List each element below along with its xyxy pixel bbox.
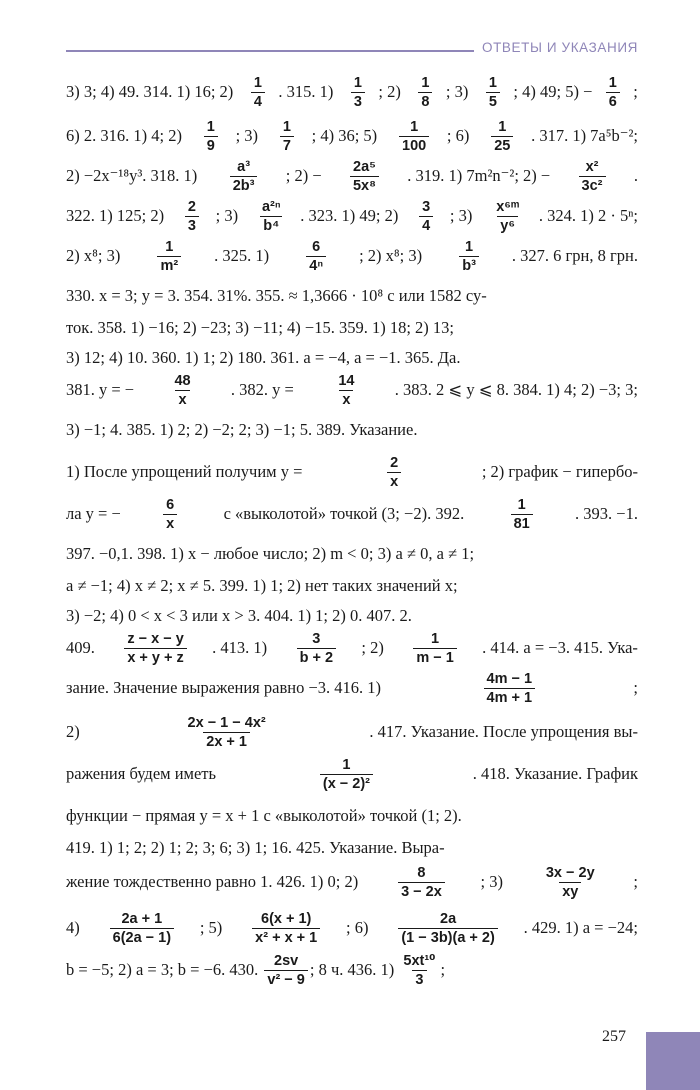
fraction-denominator: 3 — [185, 216, 199, 235]
text-segment: . 418. Указание. График — [472, 764, 638, 783]
text-segment: ; 6) — [446, 126, 474, 145]
fraction — [110, 910, 174, 947]
fraction — [157, 238, 181, 275]
fraction — [259, 198, 284, 235]
answer-line — [66, 412, 638, 448]
fraction — [185, 198, 199, 235]
fraction-denominator: 6(2a − 1) — [110, 928, 174, 947]
fraction-numerator: z − x − y — [127, 630, 184, 647]
fraction-numerator: 3x − 2y — [545, 864, 595, 881]
fraction-denominator: m² — [157, 256, 181, 275]
fraction — [171, 372, 193, 409]
fraction-denominator: 3 — [351, 92, 365, 111]
fraction — [306, 238, 326, 275]
fraction — [400, 952, 438, 989]
text-segment: . 429. 1) a = −24; — [523, 918, 638, 937]
section-title: ОТВЕТЫ И УКАЗАНИЯ — [481, 40, 638, 55]
text-segment: ражения будем иметь — [66, 764, 221, 783]
answer-line — [66, 798, 638, 834]
text-segment: ; — [633, 678, 638, 697]
text-segment: 409. — [66, 638, 99, 657]
text-segment: 330. x = 3; y = 3. 354. 31%. 355. ≈ 1,3666 · 10⁸ с или 1582 су- — [66, 286, 487, 305]
text-segment: зание. Значение выражения равно −3. 416. 1) — [66, 678, 386, 697]
fraction-denominator: x² + x + 1 — [252, 928, 320, 947]
fraction-numerator: 1 — [410, 118, 419, 135]
fraction — [230, 158, 258, 195]
fraction-denominator: 7 — [280, 136, 294, 155]
fraction — [204, 118, 218, 155]
fraction-denominator: v² − 9 — [264, 970, 307, 989]
fraction-numerator: 1 — [608, 74, 617, 91]
fraction-denominator: xy — [559, 882, 581, 901]
answer-line — [66, 238, 638, 274]
fraction-denominator: (x − 2)² — [320, 774, 373, 793]
fraction — [350, 158, 379, 195]
text-segment: 381. y = − — [66, 380, 135, 399]
fraction — [511, 496, 533, 533]
text-segment: 4) — [66, 918, 84, 937]
fraction-numerator: 1 — [206, 118, 215, 135]
fraction — [398, 910, 497, 947]
fraction-numerator: 1 — [421, 74, 430, 91]
fraction — [185, 714, 269, 751]
text-segment: ; 6) — [346, 918, 373, 937]
page-corner-tab — [646, 1032, 700, 1090]
fraction — [398, 864, 445, 901]
fraction-denominator: 81 — [511, 514, 533, 533]
text-segment: . 383. 2 ⩽ y ⩽ 8. 384. 1) 4; 2) −3; 3; — [394, 380, 638, 399]
page-number: 257 — [602, 1028, 626, 1045]
text-segment: . 315. 1) — [278, 82, 338, 101]
fraction-numerator: 1 — [342, 756, 351, 773]
text-segment: 3) −2; 4) 0 < x < 3 или x > 3. 404. 1) 1; 2) 0. 407. 2. — [66, 606, 412, 625]
fraction — [297, 630, 336, 667]
fraction-numerator: 2sv — [274, 952, 299, 969]
text-segment: . 323. 1) 49; 2) — [300, 206, 403, 225]
fraction — [579, 158, 606, 195]
text-segment: . 417. Указание. После упрощения вы- — [369, 722, 638, 741]
fraction-numerator: 4m − 1 — [486, 670, 533, 687]
fraction-denominator: 4m + 1 — [484, 688, 536, 707]
answer-line — [66, 372, 638, 408]
fraction — [163, 496, 177, 533]
fraction-denominator: (1 − 3b)(a + 2) — [398, 928, 497, 947]
fraction-denominator: 8 — [418, 92, 432, 111]
text-segment: ; 2) x⁸; 3) — [359, 246, 427, 265]
text-segment: ; 2) — [378, 82, 405, 101]
fraction — [264, 952, 307, 989]
fraction-numerator: 14 — [338, 372, 355, 389]
fraction-denominator: 100 — [399, 136, 429, 155]
fraction-denominator: 4 — [251, 92, 265, 111]
text-segment: ; 2) − — [285, 166, 322, 185]
answer-line — [66, 536, 638, 572]
fraction-numerator: 2 — [390, 454, 399, 471]
fraction — [459, 238, 479, 275]
text-segment: ; — [633, 82, 638, 101]
fraction-denominator: x — [163, 514, 177, 533]
text-segment: . 413. 1) — [212, 638, 272, 657]
fraction-denominator: 2b³ — [230, 176, 258, 195]
fraction-denominator: 25 — [491, 136, 513, 155]
text-segment: ; 3) — [215, 206, 243, 225]
answer-line — [66, 830, 638, 866]
text-segment: ; 4) 49; 5) − — [513, 82, 593, 101]
fraction-numerator: x⁶ᵐ — [496, 198, 520, 215]
fraction-numerator: 1 — [353, 74, 362, 91]
fraction — [606, 74, 620, 111]
answer-line — [66, 496, 638, 532]
fraction-numerator: 1 — [517, 496, 526, 513]
answer-line — [66, 158, 638, 194]
fraction-denominator: 4 — [419, 216, 433, 235]
text-segment: с «выколотой» точкой (3; −2). 392. — [219, 504, 469, 523]
text-segment: . — [633, 166, 638, 185]
fraction-denominator: b⁴ — [260, 216, 282, 235]
fraction — [351, 74, 365, 111]
fraction — [413, 630, 456, 667]
text-segment: . 393. −1. — [575, 504, 638, 523]
fraction-denominator: 5x⁸ — [350, 176, 379, 195]
answer-line — [66, 198, 638, 234]
fraction-denominator: 3 — [412, 970, 426, 989]
answer-line — [66, 454, 638, 490]
fraction-denominator: 5 — [486, 92, 500, 111]
text-segment: 2) — [66, 722, 84, 741]
text-segment: . 327. 6 грн, 8 грн. — [511, 246, 638, 265]
text-segment: 3) 3; 4) 49. 314. 1) 16; 2) — [66, 82, 238, 101]
fraction — [418, 74, 432, 111]
text-segment: . 382. y = — [230, 380, 298, 399]
fraction-numerator: 1 — [165, 238, 174, 255]
text-segment: . 319. 1) 7m²n⁻²; 2) − — [407, 166, 551, 185]
answer-line — [66, 630, 638, 666]
fraction-numerator: x² — [585, 158, 599, 175]
text-segment: 397. −0,1. 398. 1) x − любое число; 2) m < 0; 3) a ≠ 0, a ≠ 1; — [66, 544, 475, 563]
text-segment: 6) 2. 316. 1) 4; 2) — [66, 126, 187, 145]
fraction — [484, 670, 536, 707]
text-segment: . 317. 1) 7a⁵b⁻²; — [531, 126, 638, 145]
answer-line — [66, 278, 638, 314]
fraction-numerator: 6 — [166, 496, 175, 513]
fraction-numerator: 3 — [312, 630, 321, 647]
fraction — [251, 74, 265, 111]
text-segment: функции − прямая y = x + 1 с «выколотой» точкой (1; 2). — [66, 806, 462, 825]
fraction-numerator: 1 — [488, 74, 497, 91]
fraction-denominator: 3 − 2x — [398, 882, 445, 901]
text-segment: 3) 12; 4) 10. 360. 1) 1; 2) 180. 361. a = −4, a = −1. 365. Да. — [66, 348, 461, 367]
fraction-numerator: 5xt¹⁰ — [403, 952, 436, 969]
text-segment: ; 3) — [449, 206, 477, 225]
header-rule — [66, 50, 474, 52]
text-segment: ; 3) — [445, 82, 473, 101]
fraction — [399, 118, 429, 155]
text-segment: жение тождественно равно 1. 426. 1) 0; 2) — [66, 872, 363, 891]
fraction-denominator: 3c² — [579, 176, 606, 195]
fraction-denominator: b + 2 — [297, 648, 336, 667]
fraction-numerator: 2a + 1 — [121, 910, 163, 927]
text-segment: ток. 358. 1) −16; 2) −23; 3) −11; 4) −15. 359. 1) 18; 2) 13; — [66, 318, 455, 337]
text-segment: 1) После упрощений получим y = — [66, 462, 307, 481]
text-segment: 3) −1; 4. 385. 1) 2; 2) −2; 2; 3) −1; 5. 389. Указание. — [66, 420, 418, 439]
fraction-numerator: a²ⁿ — [261, 198, 281, 215]
fraction-numerator: 2 — [187, 198, 196, 215]
fraction-numerator: 1 — [431, 630, 440, 647]
text-segment: 419. 1) 1; 2; 2) 1; 2; 3; 6; 3) 1; 16. 425. Указание. Выра- — [66, 838, 445, 857]
answer-line — [66, 756, 638, 792]
fraction-denominator: x + y + z — [124, 648, 186, 667]
fraction — [252, 910, 320, 947]
text-segment: . 414. a = −3. 415. Ука- — [482, 638, 638, 657]
text-segment: ; 3) — [235, 126, 263, 145]
fraction-denominator: 2x + 1 — [203, 732, 250, 751]
text-segment: a ≠ −1; 4) x ≠ 2; x ≠ 5. 399. 1) 1; 2) нет таких значений x; — [66, 576, 458, 595]
fraction-denominator: x — [387, 472, 401, 491]
fraction-denominator: b³ — [459, 256, 479, 275]
text-segment: . 325. 1) — [214, 246, 274, 265]
fraction-numerator: 8 — [417, 864, 426, 881]
fraction-denominator: 6 — [606, 92, 620, 111]
text-segment: ла y = − — [66, 504, 121, 523]
fraction — [280, 118, 294, 155]
text-segment: . 324. 1) 2 · 5ⁿ; — [538, 206, 638, 225]
fraction-numerator: a³ — [237, 158, 251, 175]
fraction-numerator: 1 — [498, 118, 507, 135]
text-segment: ; 8 ч. 436. 1) — [309, 960, 399, 979]
text-segment: 2) −2x⁻¹⁸y³. 318. 1) — [66, 166, 202, 185]
fraction-denominator: x — [175, 390, 189, 409]
fraction — [419, 198, 433, 235]
answer-line — [66, 74, 638, 110]
answer-line — [66, 864, 638, 900]
text-segment: ; 5) — [199, 918, 227, 937]
answer-line — [66, 714, 638, 750]
fraction — [320, 756, 373, 793]
fraction-denominator: y⁶ — [497, 216, 518, 235]
fraction-denominator: x — [339, 390, 353, 409]
fraction — [387, 454, 401, 491]
text-segment: b = −5; 2) a = 3; b = −6. 430. — [66, 960, 263, 979]
fraction-numerator: 1 — [465, 238, 474, 255]
answer-line — [66, 118, 638, 154]
text-segment: 2) x⁸; 3) — [66, 246, 125, 265]
fraction-numerator: 1 — [282, 118, 291, 135]
fraction-numerator: 48 — [174, 372, 191, 389]
fraction — [543, 864, 598, 901]
fraction-denominator: 9 — [204, 136, 218, 155]
fraction-numerator: 1 — [253, 74, 262, 91]
text-segment: ; 3) — [480, 872, 508, 891]
fraction-numerator: 2a — [440, 910, 457, 927]
fraction-numerator: 6(x + 1) — [261, 910, 312, 927]
fraction-numerator: 6 — [312, 238, 321, 255]
answer-line — [66, 910, 638, 946]
fraction-numerator: 2a⁵ — [353, 158, 376, 175]
fraction — [486, 74, 500, 111]
text-segment: ; — [440, 960, 446, 979]
fraction — [124, 630, 186, 667]
text-segment: ; 2) — [361, 638, 388, 657]
text-segment: 322. 1) 125; 2) — [66, 206, 169, 225]
text-segment: ; — [633, 872, 638, 891]
fraction-numerator: 3 — [422, 198, 431, 215]
fraction-denominator: 4ⁿ — [306, 256, 326, 275]
fraction-denominator: m − 1 — [413, 648, 456, 667]
fraction-numerator: 2x − 1 − 4x² — [187, 714, 266, 731]
answer-line — [66, 952, 638, 988]
answer-line — [66, 670, 638, 706]
fraction — [491, 118, 513, 155]
fraction — [493, 198, 522, 235]
text-segment: ; 2) график − гипербо- — [481, 462, 638, 481]
fraction — [335, 372, 357, 409]
text-segment: ; 4) 36; 5) — [311, 126, 382, 145]
